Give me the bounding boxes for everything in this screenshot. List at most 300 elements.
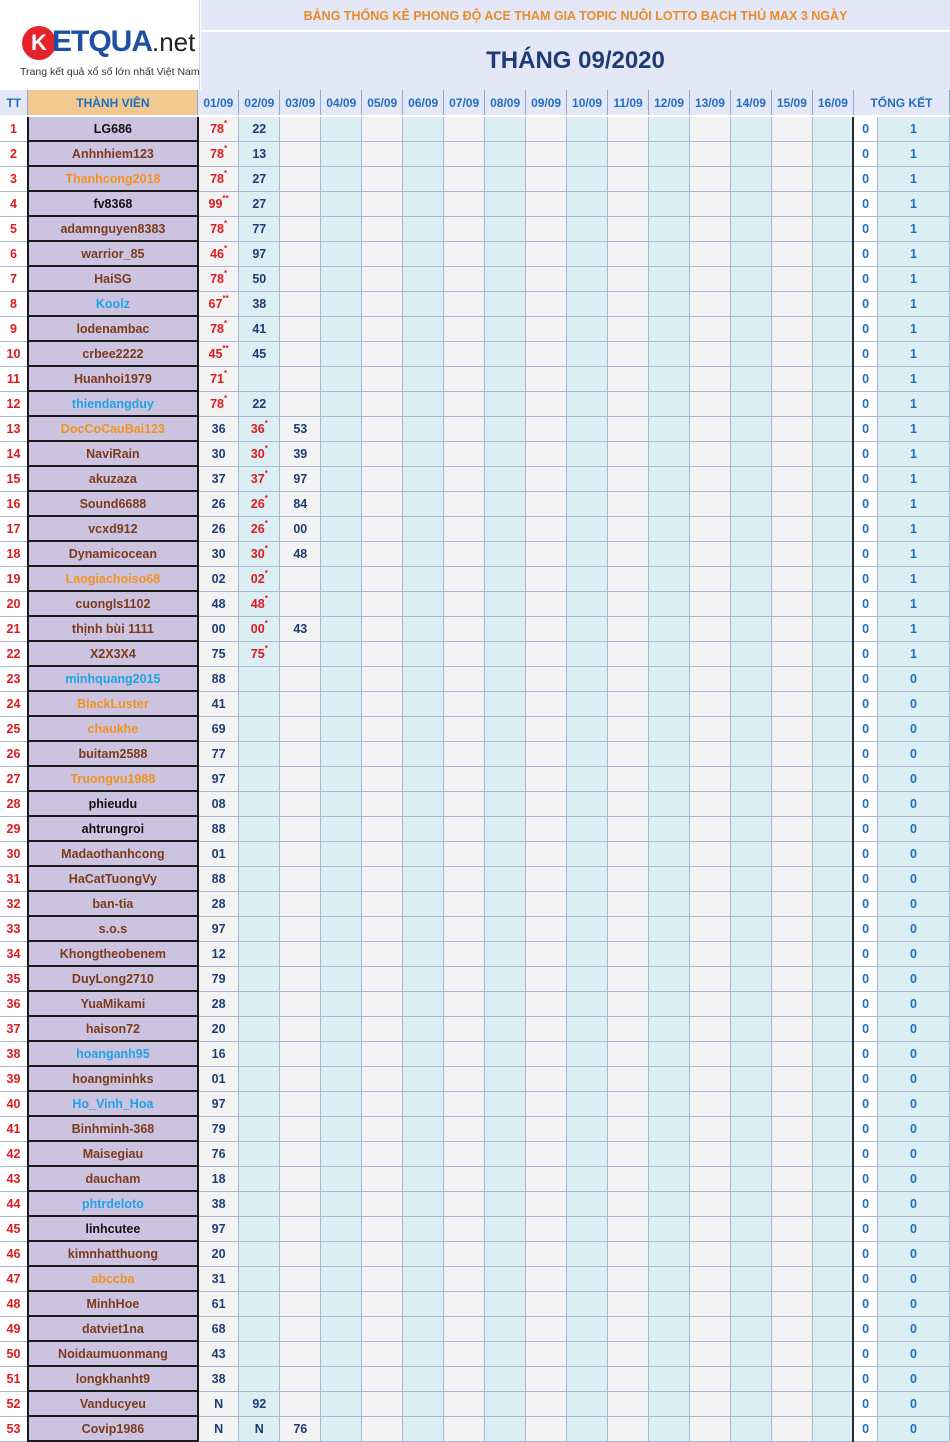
day-cell (280, 1416, 321, 1441)
day-cell (362, 841, 403, 866)
day-cell (280, 266, 321, 291)
total-first: 0 (853, 1166, 877, 1191)
day-cell (239, 266, 280, 291)
day-cell (689, 1291, 730, 1316)
hit-star-marker: * (223, 368, 228, 378)
table-row (0, 316, 950, 341)
day-cell (649, 641, 690, 666)
day-cell (444, 1141, 485, 1166)
day-cell (812, 1341, 853, 1366)
day-cell (444, 866, 485, 891)
day-cell (730, 1266, 771, 1291)
day-cell (485, 441, 526, 466)
day-cell (444, 1391, 485, 1416)
day-cell (812, 1266, 853, 1291)
day-cell (567, 766, 608, 791)
day-cell (280, 616, 321, 641)
table-row (0, 1366, 950, 1391)
day-cell (362, 1366, 403, 1391)
day-cell (730, 1166, 771, 1191)
day-cell (485, 216, 526, 241)
hit-star-marker: * (264, 593, 268, 603)
table-row (0, 691, 950, 716)
day-cell (689, 491, 730, 516)
day-cell (567, 791, 608, 816)
total-hits: 0 (877, 1241, 949, 1266)
day-cell (444, 1241, 485, 1266)
lotto-number: N (214, 1396, 224, 1411)
day-cell (771, 1091, 812, 1116)
day-cell (771, 1341, 812, 1366)
member-name: HaCatTuongVy (28, 866, 198, 891)
day-cell (608, 516, 649, 541)
day-cell (730, 891, 771, 916)
day-cell (608, 1266, 649, 1291)
day-cell (444, 691, 485, 716)
member-name: MinhHoe (28, 1291, 198, 1316)
total-hits: 1 (877, 191, 949, 216)
day-cell (239, 866, 280, 891)
header-day: 13/09 (689, 90, 730, 116)
lotto-number: 61 (211, 1296, 226, 1311)
day-cell (567, 191, 608, 216)
lotto-number: N (254, 1421, 264, 1436)
day-cell (403, 566, 444, 591)
day-cell (444, 291, 485, 316)
table-row (0, 741, 950, 766)
day-cell (485, 816, 526, 841)
day-cell (649, 966, 690, 991)
day-cell (730, 741, 771, 766)
day-cell (730, 466, 771, 491)
lotto-number: 79 (211, 1121, 226, 1136)
day-cell (485, 116, 526, 141)
day-cell (608, 691, 649, 716)
member-name: YuaMikami (28, 991, 198, 1016)
row-number: 40 (0, 1091, 28, 1116)
day-cell (321, 1216, 362, 1241)
day-cell (444, 741, 485, 766)
day-cell (362, 491, 403, 516)
table-row (0, 941, 950, 966)
member-name: ahtrungroi (28, 816, 198, 841)
total-first: 0 (853, 1266, 877, 1291)
day-cell (321, 766, 362, 791)
day-cell (239, 966, 280, 991)
day-cell (649, 1341, 690, 1366)
table-row (0, 541, 950, 566)
member-name: LG686 (28, 116, 198, 141)
day-cell (812, 266, 853, 291)
lotto-number: 78 (210, 272, 224, 287)
total-hits: 0 (877, 841, 949, 866)
day-cell (403, 1041, 444, 1066)
day-cell (198, 366, 239, 391)
total-first: 0 (853, 1416, 877, 1441)
member-name: Truongvu1988 (28, 766, 198, 791)
day-cell (649, 991, 690, 1016)
day-cell (689, 791, 730, 816)
day-cell (567, 266, 608, 291)
table-row (0, 1191, 950, 1216)
day-cell (730, 591, 771, 616)
day-cell (485, 941, 526, 966)
day-cell (649, 791, 690, 816)
row-number: 38 (0, 1041, 28, 1066)
member-name: Anhnhiem123 (28, 141, 198, 166)
day-cell (812, 341, 853, 366)
day-cell (730, 766, 771, 791)
day-cell (198, 1091, 239, 1116)
total-first: 0 (853, 541, 877, 566)
header-day: 03/09 (280, 90, 321, 116)
day-cell (649, 1141, 690, 1166)
day-cell (771, 766, 812, 791)
day-cell (280, 1366, 321, 1391)
day-cell (649, 466, 690, 491)
day-cell (280, 1166, 321, 1191)
day-cell (689, 591, 730, 616)
day-cell (771, 866, 812, 891)
total-first: 0 (853, 966, 877, 991)
lotto-number: 20 (211, 1021, 226, 1036)
day-cell (362, 641, 403, 666)
table-row (0, 641, 950, 666)
day-cell (485, 1016, 526, 1041)
day-cell (812, 441, 853, 466)
day-cell (280, 1241, 321, 1266)
day-cell (198, 441, 239, 466)
day-cell (689, 1141, 730, 1166)
day-cell (444, 241, 485, 266)
header-day: 11/09 (608, 90, 649, 116)
lotto-number: 36 (211, 421, 226, 436)
day-cell (280, 241, 321, 266)
total-first: 0 (853, 691, 877, 716)
day-cell (730, 1291, 771, 1316)
day-cell (812, 691, 853, 716)
day-cell (608, 541, 649, 566)
day-cell (403, 816, 444, 841)
day-cell (485, 891, 526, 916)
day-cell (198, 191, 239, 216)
day-cell (689, 1016, 730, 1041)
day-cell (403, 1291, 444, 1316)
lotto-number: 77 (252, 221, 267, 236)
day-cell (812, 666, 853, 691)
hit-star-marker: * (223, 243, 228, 253)
lotto-number: 77 (211, 746, 226, 761)
day-cell (280, 741, 321, 766)
day-cell (198, 566, 239, 591)
total-hits: 0 (877, 941, 949, 966)
day-cell (526, 116, 567, 141)
day-cell (812, 1166, 853, 1191)
day-cell (321, 391, 362, 416)
day-cell (649, 491, 690, 516)
day-cell (362, 1116, 403, 1141)
day-cell (444, 891, 485, 916)
day-cell (321, 566, 362, 591)
member-name: chaukhe (28, 716, 198, 741)
day-cell (485, 716, 526, 741)
day-cell (812, 616, 853, 641)
day-cell (198, 1241, 239, 1266)
row-number: 29 (0, 816, 28, 841)
day-cell (321, 941, 362, 966)
table-row (0, 716, 950, 741)
logo-tagline: Trang kết quả xổ số lớn nhất Việt Nam (20, 66, 200, 78)
member-name: X2X3X4 (28, 641, 198, 666)
day-cell (649, 1016, 690, 1041)
day-cell (280, 491, 321, 516)
day-cell (444, 466, 485, 491)
day-cell (280, 691, 321, 716)
day-cell (403, 1216, 444, 1241)
day-cell (485, 291, 526, 316)
day-cell (649, 716, 690, 741)
day-cell (485, 691, 526, 716)
total-first: 0 (853, 1041, 877, 1066)
total-hits: 1 (877, 216, 949, 241)
day-cell (730, 1016, 771, 1041)
day-cell (567, 566, 608, 591)
day-cell (649, 591, 690, 616)
day-cell (771, 116, 812, 141)
row-number: 27 (0, 766, 28, 791)
day-cell (239, 641, 280, 666)
stats-table (0, 90, 950, 1442)
lotto-number: 69 (211, 721, 226, 736)
row-number: 31 (0, 866, 28, 891)
day-cell (649, 741, 690, 766)
member-name: Vanducyeu (28, 1391, 198, 1416)
total-first: 0 (853, 1141, 877, 1166)
day-cell (526, 666, 567, 691)
day-cell (608, 616, 649, 641)
day-cell (198, 166, 239, 191)
day-cell (649, 316, 690, 341)
day-cell (771, 716, 812, 741)
day-cell (362, 916, 403, 941)
day-cell (689, 1116, 730, 1141)
day-cell (812, 1191, 853, 1216)
total-first: 0 (853, 291, 877, 316)
table-row (0, 1041, 950, 1066)
day-cell (239, 1266, 280, 1291)
member-name: fv8368 (28, 191, 198, 216)
total-first: 0 (853, 1116, 877, 1141)
day-cell (689, 466, 730, 491)
total-first: 0 (853, 416, 877, 441)
table-row (0, 466, 950, 491)
day-cell (526, 841, 567, 866)
row-number: 21 (0, 616, 28, 641)
day-cell (362, 591, 403, 616)
day-cell (689, 966, 730, 991)
total-hits: 1 (877, 291, 949, 316)
day-cell (771, 516, 812, 541)
day-cell (567, 1041, 608, 1066)
day-cell (771, 641, 812, 666)
day-cell (321, 316, 362, 341)
day-cell (198, 541, 239, 566)
row-number: 24 (0, 691, 28, 716)
lotto-number: 67 (208, 297, 223, 312)
day-cell (198, 1041, 239, 1066)
day-cell (444, 941, 485, 966)
day-cell (526, 1341, 567, 1366)
table-row (0, 891, 950, 916)
total-hits: 1 (877, 141, 949, 166)
member-name: datviet1na (28, 1316, 198, 1341)
hit-star-marker: * (223, 393, 228, 403)
lotto-number: 12 (211, 946, 226, 961)
total-first: 0 (853, 266, 877, 291)
day-cell (362, 116, 403, 141)
day-cell (567, 391, 608, 416)
day-cell (689, 1316, 730, 1341)
day-cell (608, 1066, 649, 1091)
day-cell (567, 341, 608, 366)
table-row (0, 1341, 950, 1366)
day-cell (689, 741, 730, 766)
day-cell (812, 466, 853, 491)
day-cell (321, 141, 362, 166)
member-name: Binhminh-368 (28, 1116, 198, 1141)
day-cell (280, 1041, 321, 1066)
day-cell (689, 566, 730, 591)
day-cell (812, 191, 853, 216)
day-cell (730, 1391, 771, 1416)
member-name: warrior_85 (28, 241, 198, 266)
day-cell (362, 341, 403, 366)
lotto-number: 78 (210, 172, 224, 187)
day-cell (689, 191, 730, 216)
lotto-number: 01 (211, 1071, 226, 1086)
logo-net-text: .net (152, 27, 196, 57)
row-number: 51 (0, 1366, 28, 1391)
day-cell (771, 266, 812, 291)
total-first: 0 (853, 191, 877, 216)
day-cell (403, 616, 444, 641)
day-cell (362, 166, 403, 191)
day-cell (198, 591, 239, 616)
total-hits: 0 (877, 916, 949, 941)
day-cell (526, 1266, 567, 1291)
day-cell (730, 1216, 771, 1241)
day-cell (280, 1341, 321, 1366)
day-cell (649, 441, 690, 466)
total-first: 0 (853, 391, 877, 416)
day-cell (526, 1066, 567, 1091)
day-cell (689, 116, 730, 141)
day-cell (608, 466, 649, 491)
day-cell (608, 241, 649, 266)
lotto-number: 92 (252, 1396, 267, 1411)
table-row (0, 241, 950, 266)
total-hits: 0 (877, 691, 949, 716)
member-name: haison72 (28, 1016, 198, 1041)
day-cell (567, 991, 608, 1016)
day-cell (403, 1191, 444, 1216)
day-cell (198, 791, 239, 816)
day-cell (526, 616, 567, 641)
month-title: THÁNG 09/2020 (201, 32, 950, 90)
hit-star-marker: * (223, 318, 228, 328)
day-cell (771, 841, 812, 866)
day-cell (812, 1416, 853, 1441)
day-cell (567, 291, 608, 316)
day-cell (280, 341, 321, 366)
day-cell (730, 166, 771, 191)
member-name: Huanhoi1979 (28, 366, 198, 391)
day-cell (362, 966, 403, 991)
row-number: 35 (0, 966, 28, 991)
lotto-number: 28 (211, 996, 226, 1011)
day-cell (362, 1391, 403, 1416)
lotto-number: 02 (211, 571, 226, 586)
lotto-number: 78 (210, 147, 224, 162)
day-cell (771, 966, 812, 991)
day-cell (280, 666, 321, 691)
day-cell (239, 1166, 280, 1191)
day-cell (403, 191, 444, 216)
day-cell (362, 141, 403, 166)
day-cell (608, 816, 649, 841)
day-cell (526, 916, 567, 941)
day-cell (730, 941, 771, 966)
day-cell (280, 916, 321, 941)
day-cell (730, 1241, 771, 1266)
day-cell (771, 1166, 812, 1191)
day-cell (689, 691, 730, 716)
day-cell (526, 966, 567, 991)
day-cell (321, 1266, 362, 1291)
day-cell (526, 691, 567, 716)
day-cell (239, 191, 280, 216)
day-cell (771, 441, 812, 466)
row-number: 49 (0, 1316, 28, 1341)
day-cell (444, 1166, 485, 1191)
day-cell (608, 1016, 649, 1041)
day-cell (608, 291, 649, 316)
total-first: 0 (853, 141, 877, 166)
site-logo[interactable] (0, 0, 200, 90)
table-row (0, 566, 950, 591)
day-cell (771, 466, 812, 491)
total-hits: 0 (877, 1316, 949, 1341)
lotto-number: 30 (250, 547, 265, 562)
day-cell (567, 416, 608, 441)
day-cell (444, 916, 485, 941)
day-cell (730, 441, 771, 466)
table-body (0, 116, 950, 1441)
day-cell (771, 791, 812, 816)
hit-star-marker: * (264, 493, 268, 503)
lotto-number: 20 (211, 1246, 226, 1261)
row-number: 52 (0, 1391, 28, 1416)
table-row (0, 616, 950, 641)
day-cell (321, 541, 362, 566)
day-cell (485, 1391, 526, 1416)
day-cell (485, 766, 526, 791)
day-cell (485, 566, 526, 591)
day-cell (608, 316, 649, 341)
day-cell (239, 1216, 280, 1241)
day-cell (485, 316, 526, 341)
lotto-number: 30 (211, 546, 226, 561)
